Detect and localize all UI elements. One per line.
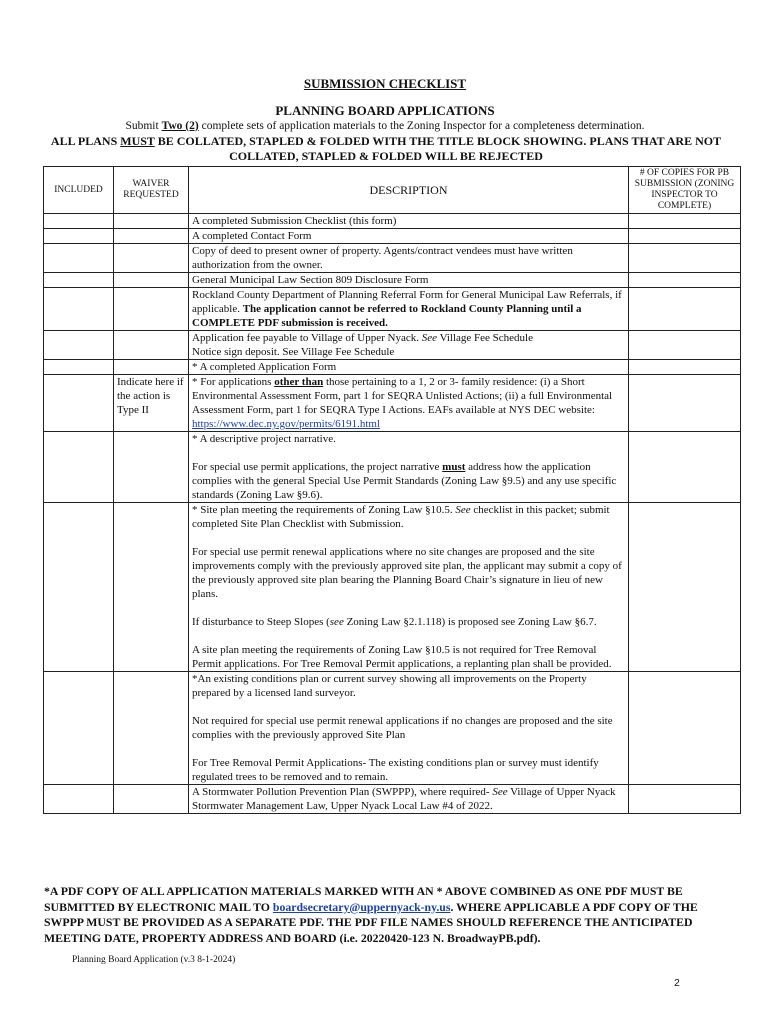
- row-description: Copy of deed to present owner of property. Agents/contract vendees must have written authorization from the owner.: [189, 244, 629, 273]
- board-secretary-email-link[interactable]: boardsecretary@uppernyack-ny.us: [272, 899, 451, 914]
- pdf-submission-note: [44, 884, 734, 946]
- narrative-sup-pre: For special use permit applications, the project narrative: [192, 461, 443, 473]
- page-subtitle: PLANNING BOARD APPLICATIONS: [275, 103, 495, 118]
- row-description: [189, 785, 629, 814]
- narrative-must: must: [442, 461, 466, 473]
- header-waiver: WAIVER REQUESTED: [114, 167, 189, 214]
- included-checkbox[interactable]: [44, 273, 114, 288]
- pdf-note-pre: *A PDF COPY OF ALL APPLICATION MATERIALS MARKED WITH AN * ABOVE COMBINED AS ONE PDF MUST BE SUBMITTED BY ELECTRONIC MAIL TO: [44, 884, 683, 914]
- table-row: [44, 331, 741, 360]
- submit-text-post: complete sets of application materials to the Zoning Inspector for a completeness determination.: [198, 120, 645, 132]
- waiver-cell[interactable]: [114, 360, 189, 375]
- table-header-row: [44, 167, 741, 214]
- dec-permits-link[interactable]: https://www.dec.ny.gov/permits/6191.html: [192, 418, 381, 430]
- fee-see: See: [421, 332, 438, 344]
- table-row: [44, 785, 741, 814]
- table-row: [44, 229, 741, 244]
- included-checkbox[interactable]: [44, 503, 114, 672]
- table-row: [44, 214, 741, 229]
- table-row: [44, 375, 741, 432]
- row-description: [189, 375, 629, 432]
- table-row: [44, 672, 741, 785]
- page-number: 2: [674, 977, 680, 989]
- copies-cell[interactable]: [629, 331, 741, 360]
- included-checkbox[interactable]: [44, 375, 114, 432]
- copies-cell[interactable]: [629, 229, 741, 244]
- waiver-cell[interactable]: [114, 503, 189, 672]
- header-description: DESCRIPTION: [189, 167, 629, 214]
- included-checkbox[interactable]: [44, 214, 114, 229]
- included-checkbox[interactable]: [44, 360, 114, 375]
- steep-slopes-pre: If disturbance to Steep Slopes (: [192, 616, 330, 628]
- row-description: [189, 331, 629, 360]
- narrative-sup-text: [192, 460, 625, 502]
- collation-warning: [50, 134, 722, 164]
- row-description: A completed Submission Checklist (this form): [189, 214, 629, 229]
- copies-cell[interactable]: [629, 214, 741, 229]
- waiver-cell[interactable]: [114, 273, 189, 288]
- waiver-cell[interactable]: [114, 785, 189, 814]
- steep-slopes-post: Zoning Law §2.1.118) is proposed see Zoning Law §6.7.: [343, 616, 597, 628]
- copies-cell[interactable]: [629, 273, 741, 288]
- steep-slopes-text: [192, 615, 625, 629]
- copies-cell[interactable]: [629, 672, 741, 785]
- site-plan-renewal-text: For special use permit renewal applications where no site changes are proposed and the site improvements comply with the previously approved site plan, the applicant may submit a copy of the previously approved site plan bearing the Planning Board Chair’s signature in lieu of new plans.: [192, 546, 622, 600]
- included-checkbox[interactable]: [44, 229, 114, 244]
- copies-cell[interactable]: [629, 432, 741, 503]
- swppp-pre: A Stormwater Pollution Prevention Plan (SWPPP), where required-: [192, 786, 493, 798]
- site-plan-pre: * Site plan meeting the requirements of Zoning Law §10.5.: [192, 504, 456, 516]
- narrative-sup-post: address how the application complies with the general Special Use Permit Standards (Zoning Law §9.5) and any use specific standards (Zoning Law §9.6).: [192, 461, 617, 501]
- survey-text: *An existing conditions plan or current survey showing all improvements on the Property prepared by a licensed land surveyor.: [192, 673, 587, 699]
- warning-must: MUST: [120, 134, 155, 148]
- waiver-cell[interactable]: [114, 672, 189, 785]
- warning-post: BE COLLATED, STAPLED & FOLDED WITH THE TITLE BLOCK SHOWING. PLANS THAT ARE NOT COLLATED, STAPLED & FOLDED WILL BE REJECTED: [154, 134, 722, 163]
- row-description: * A completed Application Form: [189, 360, 629, 375]
- header-copies: # OF COPIES FOR PB SUBMISSION (ZONING INSPECTOR TO COMPLETE): [629, 167, 741, 214]
- survey-renewal-text: Not required for special use permit renewal applications if no changes are proposed and the site complies with the previously approved Site Plan: [192, 715, 613, 741]
- header-included: INCLUDED: [44, 167, 114, 214]
- included-checkbox[interactable]: [44, 331, 114, 360]
- submit-instruction: [0, 120, 770, 132]
- seqra-text: those pertaining to a 1, 2 or 3- family residence: (i) a Short Environmental Assessment Form, part 1 for SEQRA Unlisted Actions; (ii) a full Environmental Assessment Form, part 1 for SEQRA Type I Actions. EAFs available at NYS DEC website:: [192, 376, 613, 416]
- table-row: [44, 273, 741, 288]
- site-plan-text: [192, 503, 625, 531]
- copies-cell[interactable]: [629, 785, 741, 814]
- narrative-text: * A descriptive project narrative.: [192, 433, 336, 445]
- copies-cell[interactable]: [629, 503, 741, 672]
- site-plan-post: checklist in this packet; submit completed Site Plan Checklist with Submission.: [192, 504, 610, 530]
- rockland-referral-text: Rockland County Department of Planning Referral Form for General Municipal Law Referrals, if applicable.: [192, 289, 622, 315]
- waiver-cell[interactable]: [114, 229, 189, 244]
- row-description: A completed Contact Form: [189, 229, 629, 244]
- row-description: [189, 288, 629, 331]
- row-description: [189, 503, 629, 672]
- copies-cell[interactable]: [629, 244, 741, 273]
- seqra-text-pre: * For applications: [192, 376, 275, 388]
- fee-text: Application fee payable to Village of Upper Nyack.: [192, 332, 422, 344]
- copies-cell[interactable]: [629, 375, 741, 432]
- checklist-table: [43, 166, 741, 814]
- row-description: General Municipal Law Section 809 Disclosure Form: [189, 273, 629, 288]
- table-row: [44, 360, 741, 375]
- submit-text-pre: Submit: [125, 120, 162, 132]
- table-row: [44, 244, 741, 273]
- copies-cell[interactable]: [629, 288, 741, 331]
- waiver-cell[interactable]: [114, 331, 189, 360]
- submit-count: Two (2): [161, 120, 199, 132]
- waiver-type-ii-note[interactable]: Indicate here if the action is Type II: [114, 375, 189, 432]
- included-checkbox[interactable]: [44, 432, 114, 503]
- warning-pre: ALL PLANS: [50, 134, 121, 148]
- waiver-cell[interactable]: [114, 288, 189, 331]
- swppp-post: Village of Upper Nyack Stormwater Management Law, Upper Nyack Local Law #4 of 2022.: [192, 786, 616, 812]
- swppp-see: See: [492, 786, 508, 798]
- copies-cell[interactable]: [629, 360, 741, 375]
- row-description: [189, 432, 629, 503]
- row-description: [189, 672, 629, 785]
- steep-slopes-see: see: [329, 616, 344, 628]
- sign-deposit-text: Notice sign deposit. See Village Fee Schedule: [192, 346, 395, 358]
- waiver-cell[interactable]: [114, 214, 189, 229]
- fee-schedule-text: Village Fee Schedule: [437, 332, 533, 344]
- included-checkbox[interactable]: [44, 672, 114, 785]
- table-row: [44, 503, 741, 672]
- included-checkbox[interactable]: [44, 785, 114, 814]
- pdf-note-post: . WHERE APPLICABLE A PDF COPY OF THE SWPPP MUST BE PROVIDED AS A SEPARATE PDF. THE PDF FILE NAMES SHOULD REFERENCE THE ANTICIPATED MEETING DATE, PROPERTY ADDRESS AND BOARD (i.e. 20220420-123 N. BroadwayPB.pdf).: [44, 899, 698, 945]
- survey-tree-text: For Tree Removal Permit Applications- The existing conditions plan or survey must identify regulated trees to be removed and to remain.: [192, 757, 599, 783]
- seqra-other-than: other than: [274, 376, 324, 388]
- waiver-cell[interactable]: [114, 432, 189, 503]
- included-checkbox[interactable]: [44, 288, 114, 331]
- page-title: SUBMISSION CHECKLIST: [303, 76, 467, 91]
- site-plan-see: See: [455, 504, 471, 516]
- table-row: [44, 288, 741, 331]
- waiver-cell[interactable]: [114, 244, 189, 273]
- included-checkbox[interactable]: [44, 244, 114, 273]
- tree-removal-site-plan-text: A site plan meeting the requirements of Zoning Law §10.5 is not required for Tree Removal Permit applications. For Tree Removal Permit applications, a replanting plan shall be provided.: [192, 644, 612, 670]
- form-version: Planning Board Application (v.3 8-1-2024): [72, 955, 236, 965]
- rockland-referral-warning: The application cannot be referred to Rockland County Planning until a COMPLETE PDF submission is received.: [192, 303, 582, 329]
- table-row: [44, 432, 741, 503]
